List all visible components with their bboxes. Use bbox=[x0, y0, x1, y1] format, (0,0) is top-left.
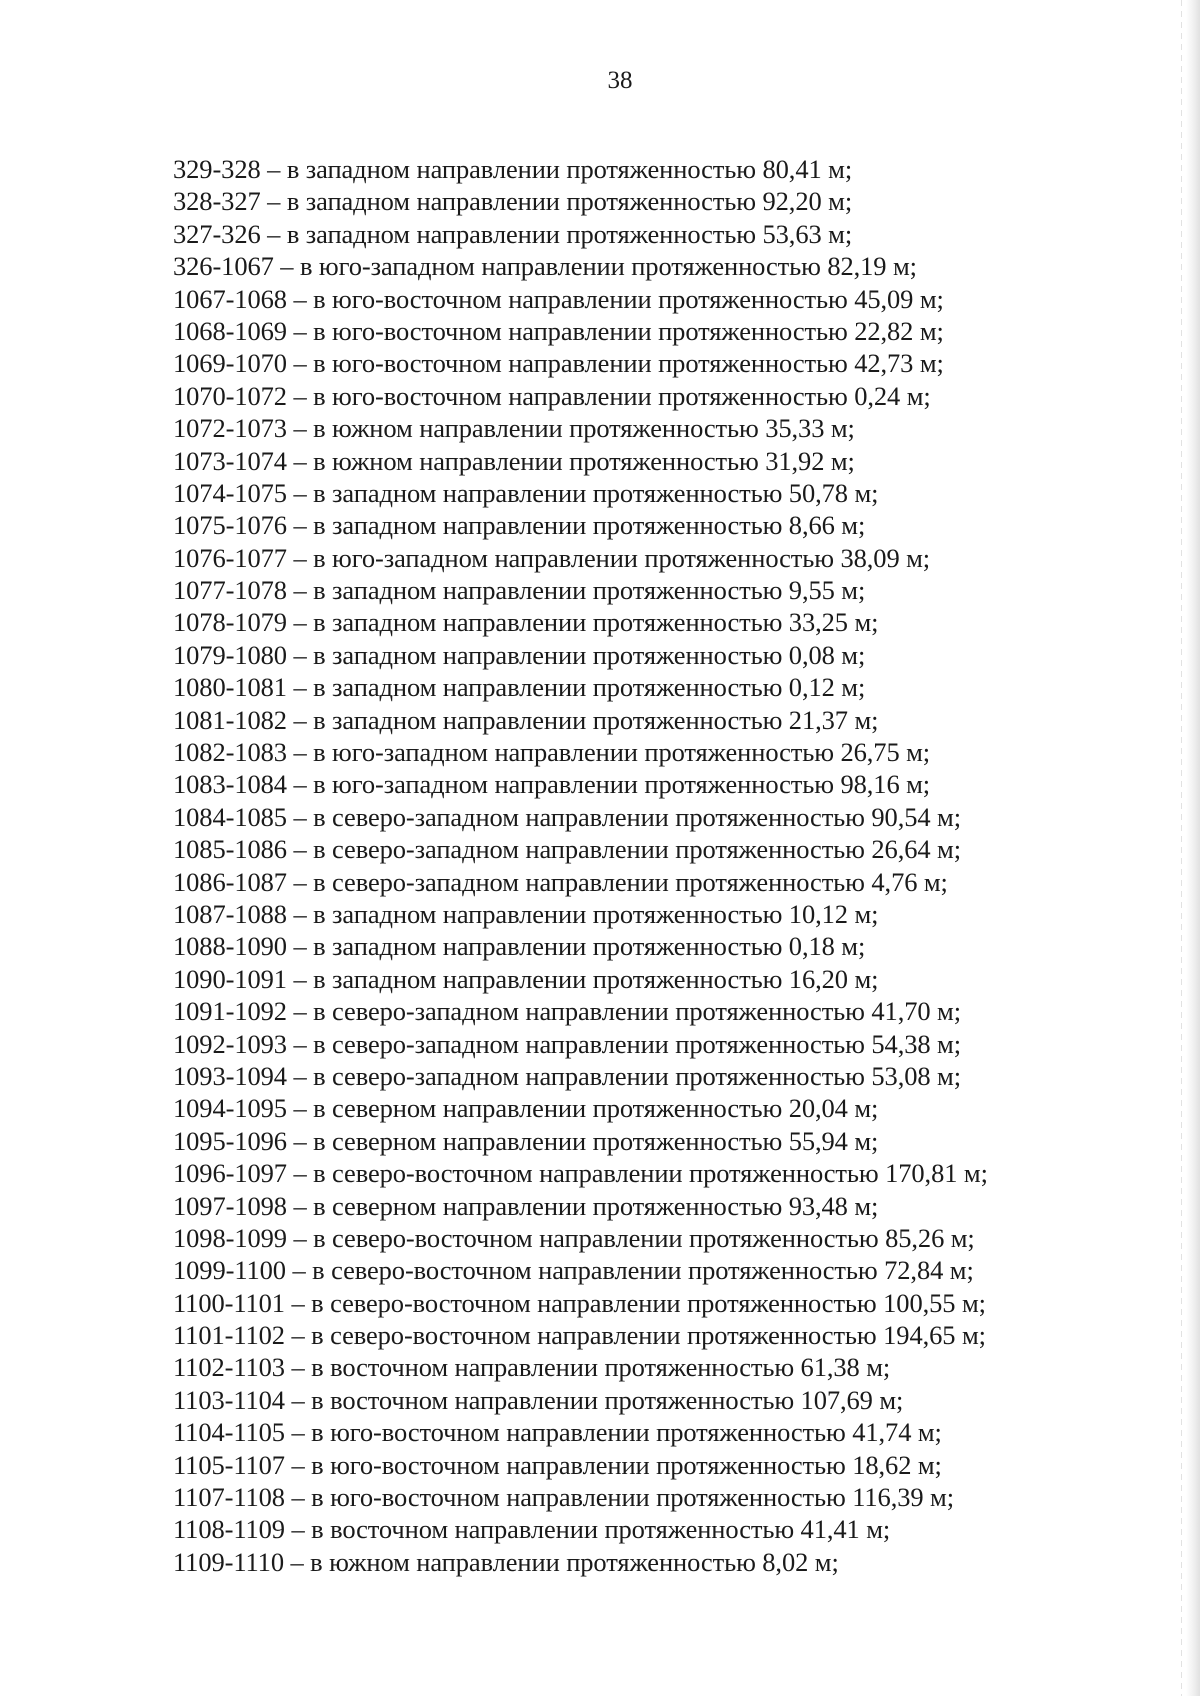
scan-edge-shadow bbox=[1186, 0, 1200, 1696]
boundary-segment-line: 1101-1102 – в северо-восточном направлении протяженностью 194,65 м; bbox=[173, 1320, 986, 1351]
boundary-segment-line: 1095-1096 – в северном направлении протяженностью 55,94 м; bbox=[173, 1125, 879, 1156]
boundary-segment-line: 1078-1079 – в западном направлении протяженностью 33,25 м; bbox=[173, 607, 879, 638]
boundary-segment-line: 1109-1110 – в южном направлении протяженностью 8,02 м; bbox=[173, 1546, 839, 1577]
scan-edge-mark bbox=[1181, 0, 1182, 1696]
boundary-segment-line: 1080-1081 – в западном направлении протяженностью 0,12 м; bbox=[173, 672, 866, 703]
boundary-segment-line: 1079-1080 – в западном направлении протяженностью 0,08 м; bbox=[173, 639, 866, 670]
boundary-segment-line: 1081-1082 – в западном направлении протяженностью 21,37 м; bbox=[173, 704, 879, 735]
boundary-segment-line: 1104-1105 – в юго-восточном направлении протяженностью 41,74 м; bbox=[173, 1417, 942, 1448]
boundary-segment-line: 1093-1094 – в северо-западном направлении протяженностью 53,08 м; bbox=[173, 1060, 961, 1091]
boundary-segment-line: 1082-1083 – в юго-западном направлении протяженностью 26,75 м; bbox=[173, 737, 931, 768]
boundary-segment-line: 1075-1076 – в западном направлении протяженностью 8,66 м; bbox=[173, 510, 866, 541]
boundary-segment-line: 1067-1068 – в юго-восточном направлении протяженностью 45,09 м; bbox=[173, 283, 944, 314]
boundary-segment-line: 1091-1092 – в северо-западном направлении протяженностью 41,70 м; bbox=[173, 996, 961, 1027]
boundary-segment-line: 1100-1101 – в северо-восточном направлении протяженностью 100,55 м; bbox=[173, 1287, 986, 1318]
boundary-segment-line: 1107-1108 – в юго-восточном направлении протяженностью 116,39 м; bbox=[173, 1482, 954, 1513]
boundary-segment-line: 328-327 – в западном направлении протяженностью 92,20 м; bbox=[173, 186, 853, 217]
boundary-segment-line: 1087-1088 – в западном направлении протяженностью 10,12 м; bbox=[173, 898, 879, 929]
boundary-segment-line: 1083-1084 – в юго-западном направлении протяженностью 98,16 м; bbox=[173, 769, 931, 800]
boundary-segment-line: 1094-1095 – в северном направлении протяженностью 20,04 м; bbox=[173, 1093, 879, 1124]
boundary-segment-line: 1092-1093 – в северо-западном направлении протяженностью 54,38 м; bbox=[173, 1028, 961, 1059]
boundary-segment-line: 1088-1090 – в западном направлении протяженностью 0,18 м; bbox=[173, 931, 866, 962]
boundary-segment-line: 1070-1072 – в юго-восточном направлении протяженностью 0,24 м; bbox=[173, 380, 931, 411]
boundary-segment-line: 326-1067 – в юго-западном направлении протяженностью 82,19 м; bbox=[173, 251, 917, 282]
boundary-segment-line: 1073-1074 – в южном направлении протяженностью 31,92 м; bbox=[173, 445, 855, 476]
boundary-segment-line: 1105-1107 – в юго-восточном направлении протяженностью 18,62 м; bbox=[173, 1449, 942, 1480]
page-number: 38 bbox=[607, 67, 633, 94]
boundary-segment-line: 1108-1109 – в восточном направлении протяженностью 41,41 м; bbox=[173, 1514, 891, 1545]
boundary-segment-line: 1090-1091 – в западном направлении протяженностью 16,20 м; bbox=[173, 963, 879, 994]
boundary-segment-line: 1068-1069 – в юго-восточном направлении протяженностью 22,82 м; bbox=[173, 315, 944, 346]
boundary-segment-line: 1069-1070 – в юго-восточном направлении протяженностью 42,73 м; bbox=[173, 348, 944, 379]
boundary-description-list bbox=[173, 153, 988, 1578]
boundary-segment-line: 1096-1097 – в северо-восточном направлении протяженностью 170,81 м; bbox=[173, 1158, 988, 1189]
boundary-segment-line: 1099-1100 – в северо-восточном направлении протяженностью 72,84 м; bbox=[173, 1255, 974, 1286]
boundary-segment-line: 1097-1098 – в северном направлении протяженностью 93,48 м; bbox=[173, 1190, 879, 1221]
boundary-segment-line: 1076-1077 – в юго-западном направлении протяженностью 38,09 м; bbox=[173, 542, 931, 573]
boundary-segment-line: 1103-1104 – в восточном направлении протяженностью 107,69 м; bbox=[173, 1384, 904, 1415]
boundary-segment-line: 1077-1078 – в западном направлении протяженностью 9,55 м; bbox=[173, 575, 866, 606]
boundary-segment-line: 1074-1075 – в западном направлении протяженностью 50,78 м; bbox=[173, 477, 879, 508]
boundary-segment-line: 1098-1099 – в северо-восточном направлении протяженностью 85,26 м; bbox=[173, 1222, 975, 1253]
boundary-segment-line: 1072-1073 – в южном направлении протяженностью 35,33 м; bbox=[173, 413, 855, 444]
boundary-segment-line: 1085-1086 – в северо-западном направлении протяженностью 26,64 м; bbox=[173, 834, 961, 865]
boundary-segment-line: 1086-1087 – в северо-западном направлении протяженностью 4,76 м; bbox=[173, 866, 948, 897]
boundary-segment-line: 1084-1085 – в северо-западном направлении протяженностью 90,54 м; bbox=[173, 801, 961, 832]
boundary-segment-line: 327-326 – в западном направлении протяженностью 53,63 м; bbox=[173, 218, 853, 249]
boundary-segment-line: 1102-1103 – в восточном направлении протяженностью 61,38 м; bbox=[173, 1352, 891, 1383]
boundary-segment-line: 329-328 – в западном направлении протяженностью 80,41 м; bbox=[173, 154, 853, 184]
